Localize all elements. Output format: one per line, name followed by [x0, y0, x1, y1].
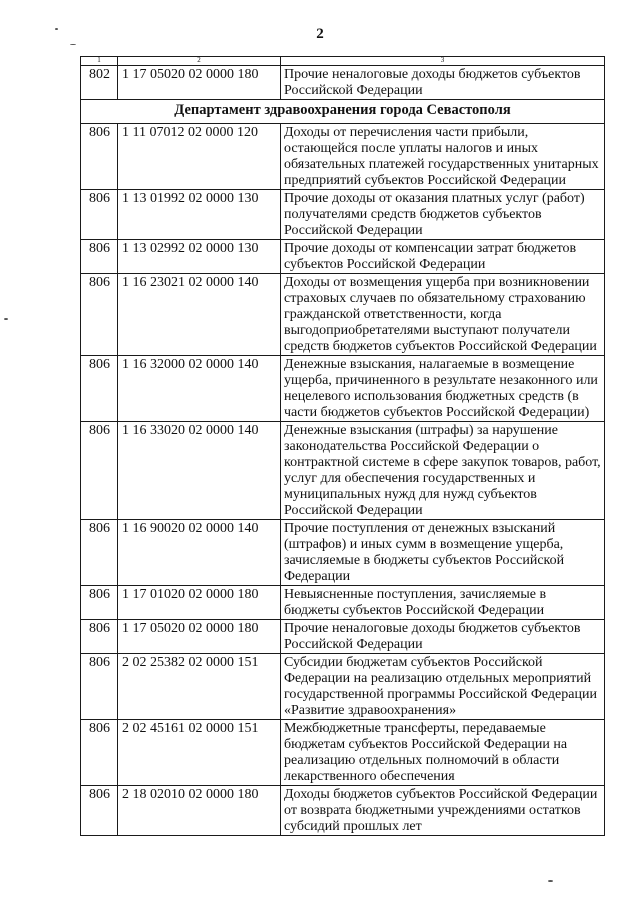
admin-code-cell: 806: [81, 520, 118, 586]
table-row: [81, 422, 605, 520]
revenue-name-cell: Прочие доходы от компенсации затрат бюджетов субъектов Российской Федерации: [281, 240, 605, 274]
table-row: [81, 786, 605, 836]
section-row: [81, 100, 605, 124]
revenue-name-cell: Денежные взыскания (штрафы) за нарушение законодательства Российской Федерации о контрактной системе в сфере закупок товаров, работ, услуг для обеспечения государственных и муниципальных нужд для нужд субъектов Российской Федерации: [281, 422, 605, 520]
scan-speck: [55, 28, 58, 30]
admin-code-cell: 806: [81, 274, 118, 356]
scan-speck: [70, 44, 76, 45]
revenue-name-cell: Невыясненные поступления, зачисляемые в бюджеты субъектов Российской Федерации: [281, 586, 605, 620]
kbk-code-cell: 1 17 05020 02 0000 180: [118, 66, 281, 100]
admin-code-cell: 802: [81, 66, 118, 100]
column-number: 2: [118, 57, 281, 66]
admin-code-cell: 806: [81, 124, 118, 190]
table-row: [81, 66, 605, 100]
table-row: [81, 356, 605, 422]
admin-code-cell: 806: [81, 356, 118, 422]
table-row: [81, 654, 605, 720]
revenue-name-cell: Доходы от перечисления части прибыли, остающейся после уплаты налогов и иных обязательных платежей государственных унитарных предприятий субъектов Российской Федерации: [281, 124, 605, 190]
table-row: [81, 720, 605, 786]
revenue-name-cell: Денежные взыскания, налагаемые в возмещение ущерба, причиненного в результате незаконного или нецелевого использования бюджетных средств (в части бюджетов субъектов Российской Федерации): [281, 356, 605, 422]
revenue-name-cell: Межбюджетные трансферты, передаваемые бюджетам субъектов Российской Федерации на реализацию отдельных полномочий в области лекарственного обеспечения: [281, 720, 605, 786]
kbk-code-cell: 1 17 05020 02 0000 180: [118, 620, 281, 654]
kbk-code-cell: 1 13 01992 02 0000 130: [118, 190, 281, 240]
kbk-code-cell: 1 13 02992 02 0000 130: [118, 240, 281, 274]
table-row: [81, 274, 605, 356]
section-title: Департамент здравоохранения города Севастополя: [81, 100, 605, 124]
revenue-name-cell: Прочие доходы от оказания платных услуг (работ) получателями средств бюджетов субъектов Российской Федерации: [281, 190, 605, 240]
kbk-code-cell: 1 16 33020 02 0000 140: [118, 422, 281, 520]
table-row: [81, 240, 605, 274]
admin-code-cell: 806: [81, 720, 118, 786]
revenue-name-cell: Доходы от возмещения ущерба при возникновении страховых случаев по обязательному страхованию гражданской ответственности, когда выгодоприобретателями выступают получатели средств бюджетов субъектов Российской Федерации: [281, 274, 605, 356]
column-number: 1: [81, 57, 118, 66]
table-row: [81, 520, 605, 586]
scan-speck: [4, 318, 8, 320]
kbk-code-cell: 1 17 01020 02 0000 180: [118, 586, 281, 620]
table-row: [81, 190, 605, 240]
revenue-name-cell: Прочие неналоговые доходы бюджетов субъектов Российской Федерации: [281, 66, 605, 100]
table-row: [81, 620, 605, 654]
kbk-code-cell: 2 02 45161 02 0000 151: [118, 720, 281, 786]
admin-code-cell: 806: [81, 190, 118, 240]
admin-code-cell: 806: [81, 240, 118, 274]
page-number: 2: [316, 26, 324, 42]
kbk-code-cell: 2 02 25382 02 0000 151: [118, 654, 281, 720]
kbk-code-cell: 1 16 32000 02 0000 140: [118, 356, 281, 422]
kbk-code-cell: 1 16 23021 02 0000 140: [118, 274, 281, 356]
admin-code-cell: 806: [81, 786, 118, 836]
table-row: [81, 586, 605, 620]
revenue-name-cell: Доходы бюджетов субъектов Российской Федерации от возврата бюджетными учреждениями остатков субсидий прошлых лет: [281, 786, 605, 836]
revenue-codes-table: [80, 56, 605, 836]
kbk-code-cell: 1 11 07012 02 0000 120: [118, 124, 281, 190]
column-number: 3: [281, 57, 605, 66]
admin-code-cell: 806: [81, 620, 118, 654]
kbk-code-cell: 1 16 90020 02 0000 140: [118, 520, 281, 586]
revenue-name-cell: Субсидии бюджетам субъектов Российской Федерации на реализацию отдельных мероприятий государственной программы Российской Федерации «Развитие здравоохранения»: [281, 654, 605, 720]
admin-code-cell: 806: [81, 586, 118, 620]
kbk-code-cell: 2 18 02010 02 0000 180: [118, 786, 281, 836]
admin-code-cell: 806: [81, 422, 118, 520]
revenue-name-cell: Прочие поступления от денежных взысканий (штрафов) и иных сумм в возмещение ущерба, зачисляемые в бюджеты субъектов Российской Федерации: [281, 520, 605, 586]
admin-code-cell: 806: [81, 654, 118, 720]
revenue-name-cell: Прочие неналоговые доходы бюджетов субъектов Российской Федерации: [281, 620, 605, 654]
table-row: [81, 124, 605, 190]
scan-speck: [548, 880, 553, 882]
column-number-row: [81, 57, 605, 66]
